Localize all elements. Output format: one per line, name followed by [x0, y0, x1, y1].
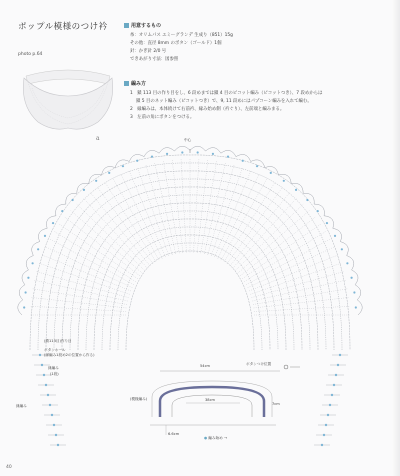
edging-beads	[23, 151, 357, 446]
edge-scallop	[174, 146, 190, 151]
stitch-spoke	[121, 174, 163, 259]
edging-bead	[227, 156, 229, 158]
edging-bead	[27, 277, 29, 279]
edge-scallop	[190, 146, 206, 151]
stitch-spoke	[221, 178, 267, 260]
instruction-line: 3 左前の角にボタンをつける。	[130, 115, 195, 120]
stitch-spoke	[250, 263, 341, 294]
edging-bead	[256, 165, 258, 167]
edging-bead	[39, 354, 41, 356]
edge-scallop	[324, 216, 333, 229]
stitch-spoke	[39, 263, 130, 294]
photo-reference: photo p.64	[18, 52, 43, 57]
page-title: ポップル模様のつけ衿	[18, 22, 108, 32]
edging-bead	[108, 172, 110, 174]
edge-scallop	[159, 148, 174, 154]
stitch-spoke	[42, 255, 131, 291]
stitch-spoke	[105, 182, 156, 262]
edging-bead	[83, 189, 85, 191]
depth-label: 7cm	[272, 402, 280, 406]
edging-bead	[355, 306, 357, 308]
instructions-heading	[124, 80, 146, 87]
edge-scallop	[314, 204, 324, 216]
edging-bead	[47, 394, 49, 396]
button-position-icon	[284, 365, 288, 369]
materials-line: 糸：オリムパス エミーグランデ 生成り（851）15g	[130, 33, 233, 38]
button-position-label: ボタンつけ位置	[246, 362, 272, 366]
edging-bead	[44, 235, 46, 237]
edge-scallop	[18, 300, 23, 315]
edge-scallop	[303, 193, 314, 204]
stitch-spoke	[204, 162, 225, 254]
edging-bead	[327, 414, 329, 416]
materials-line: 針：かぎ針 2/0 号	[130, 49, 167, 54]
buttonhole-note: (縁編み1段め2の位置から作る)	[44, 353, 95, 357]
edging-bead	[53, 424, 55, 426]
edging-bead	[95, 180, 97, 182]
stitch-spoke	[194, 158, 199, 252]
stitch-row-arc	[38, 163, 342, 350]
edging-bead	[37, 248, 39, 250]
edging-bead	[43, 374, 45, 376]
stitch-spoke	[31, 297, 126, 308]
stitch-spoke	[246, 239, 330, 285]
stitch-spoke	[77, 204, 145, 271]
collar-thumbnail-image	[18, 66, 118, 144]
stitch-spoke	[238, 211, 310, 274]
edging-bead	[136, 160, 138, 162]
edge-start-label: 縁編み	[48, 366, 59, 370]
edging-bead	[325, 424, 327, 426]
svg-text:a: a	[96, 135, 100, 142]
collar-edge-scallops	[18, 146, 362, 315]
stitch-spoke	[254, 306, 350, 311]
edging-bead	[350, 277, 352, 279]
edging-bead	[333, 384, 335, 386]
edge-scallop	[206, 148, 221, 154]
edging-bead	[55, 434, 57, 436]
edge-scallop	[56, 204, 66, 216]
edging-bead	[57, 444, 59, 446]
edge-scallop	[19, 285, 25, 300]
stitch-spoke	[248, 247, 334, 288]
edging-bead	[151, 156, 153, 158]
heading-marker-icon	[124, 23, 129, 28]
instruction-line: 鎖 5 目のネット編み（ピコットつき）で、9, 11 段めにはパプコーン編みを入れて編む。	[136, 99, 312, 104]
stitch-spoke	[50, 239, 134, 285]
edging-bead	[331, 394, 333, 396]
edging-bead	[295, 189, 297, 191]
stitch-spoke	[253, 289, 348, 305]
direction-arrow: →	[223, 436, 227, 440]
edging-bead	[122, 165, 124, 167]
edging-bead	[72, 199, 74, 201]
stitch-row-arc	[54, 179, 326, 350]
stitch-spoke	[146, 164, 173, 254]
edging-bead	[24, 291, 26, 293]
edging-bead	[242, 160, 244, 162]
heading-marker-icon	[124, 81, 129, 86]
stitch-row-arc	[118, 243, 262, 350]
edging-bead	[166, 153, 168, 155]
page-number: 40	[6, 465, 12, 470]
edging-bead	[49, 404, 51, 406]
crochet-chart-diagram	[0, 135, 400, 465]
edge-scallop	[66, 193, 77, 204]
center-label: 中心	[184, 138, 192, 142]
edging-bead	[337, 364, 339, 366]
materials-heading-text: 用意するもの	[131, 23, 162, 29]
outer-width-label: 54cm	[200, 364, 211, 368]
stitch-spoke	[172, 159, 183, 252]
edging-label: 縁編み	[16, 404, 27, 408]
edging-bead	[283, 180, 285, 182]
edging-bead	[181, 151, 183, 153]
edging-bead	[23, 306, 25, 308]
stitch-spoke	[197, 159, 208, 252]
instructions-heading-text: 編み方	[131, 81, 147, 87]
edge-scallop	[77, 183, 89, 193]
stitch-spoke	[46, 247, 132, 288]
side-depth-label: 6.6cm	[168, 432, 180, 436]
size-schematic	[150, 371, 280, 435]
edge-scallop	[333, 228, 342, 241]
stitch-spoke	[230, 192, 290, 266]
instruction-line: 1 鎖 113 目の作り目をし、6 段めまでは鎖 4 目のピコット編み（ピコットつき）、7 段めからは	[130, 91, 323, 96]
edging-bead	[306, 199, 308, 201]
collar-stitch-spokes	[30, 158, 350, 445]
materials-line: その他：直径 8mm のボタン（ゴールド）1個	[130, 41, 222, 46]
stitch-spoke	[252, 280, 346, 301]
stitch-spoke	[224, 182, 275, 262]
stitch-spoke	[227, 187, 283, 264]
edging-bead	[353, 291, 355, 293]
stitch-spoke	[181, 158, 186, 252]
stitch-spoke	[240, 217, 315, 276]
edging-bead	[335, 374, 337, 376]
stitch-spoke	[65, 217, 140, 276]
stitch-spoke	[90, 192, 150, 266]
edge-scallop	[357, 300, 362, 315]
stitch-row-arc	[78, 203, 302, 350]
collar-stitch-rings	[30, 155, 350, 350]
edging-bead	[341, 248, 343, 250]
stitch-spoke	[235, 204, 303, 271]
start-label	[204, 436, 227, 441]
edge-scallop	[291, 183, 303, 193]
stitch-spoke	[32, 289, 127, 305]
edge-scallop	[355, 285, 361, 300]
start-label-text: 編み始め	[208, 436, 223, 440]
edging-bead	[45, 384, 47, 386]
stitch-spoke	[208, 164, 235, 254]
stitch-spoke	[154, 162, 175, 254]
edge-scallop	[38, 228, 47, 241]
edging-bead	[41, 364, 43, 366]
chain-start-label: (鎖113目)作り目	[44, 339, 72, 343]
edging-bead	[346, 262, 348, 264]
edge-scallop	[46, 216, 55, 229]
stitch-spoke	[254, 297, 349, 308]
edging-bead	[197, 151, 199, 153]
stitch-spoke	[34, 280, 128, 301]
stitch-row-arc	[62, 187, 318, 350]
edging-bead	[32, 262, 34, 264]
edging-bead	[52, 222, 54, 224]
inner-width-label: 38cm	[205, 398, 216, 402]
edging-bead	[61, 210, 63, 212]
stitch-spoke	[218, 174, 260, 259]
buttonhole-label: ボタンホール	[44, 348, 66, 352]
edge-rows-label: (1段)	[50, 372, 59, 376]
edging-bead	[321, 444, 323, 446]
instruction-line: 2 縁編みは、本体続けて右前衿、縁み始め側（衿ぐり）、左前端と編みまる。	[130, 107, 285, 112]
stitch-spoke	[30, 306, 126, 311]
stitch-row-arc	[30, 155, 350, 350]
stitch-spoke	[60, 224, 138, 278]
edging-bead	[334, 235, 336, 237]
edge-scallop	[278, 174, 291, 183]
edging-bead	[323, 434, 325, 436]
edging-bead	[339, 354, 341, 356]
schematic-pattern-label: (模様編み)	[130, 397, 148, 401]
edging-bead	[329, 404, 331, 406]
stitch-spoke	[97, 187, 153, 264]
start-marker-icon: ●	[204, 436, 208, 440]
materials-line: できあがり寸法：図参照	[130, 57, 179, 62]
materials-heading	[124, 22, 161, 29]
edging-bead	[212, 153, 214, 155]
edging-bead	[51, 414, 53, 416]
stitch-row-arc	[126, 251, 254, 350]
stitch-spoke	[242, 224, 320, 278]
edging-bead	[270, 172, 272, 174]
stitch-spoke	[201, 160, 217, 253]
stitch-spoke	[249, 255, 338, 291]
edging-bead	[326, 222, 328, 224]
stitch-spoke	[113, 178, 159, 260]
stitch-spoke	[71, 211, 143, 274]
stitch-spoke	[163, 160, 179, 253]
edging-bead	[317, 210, 319, 212]
